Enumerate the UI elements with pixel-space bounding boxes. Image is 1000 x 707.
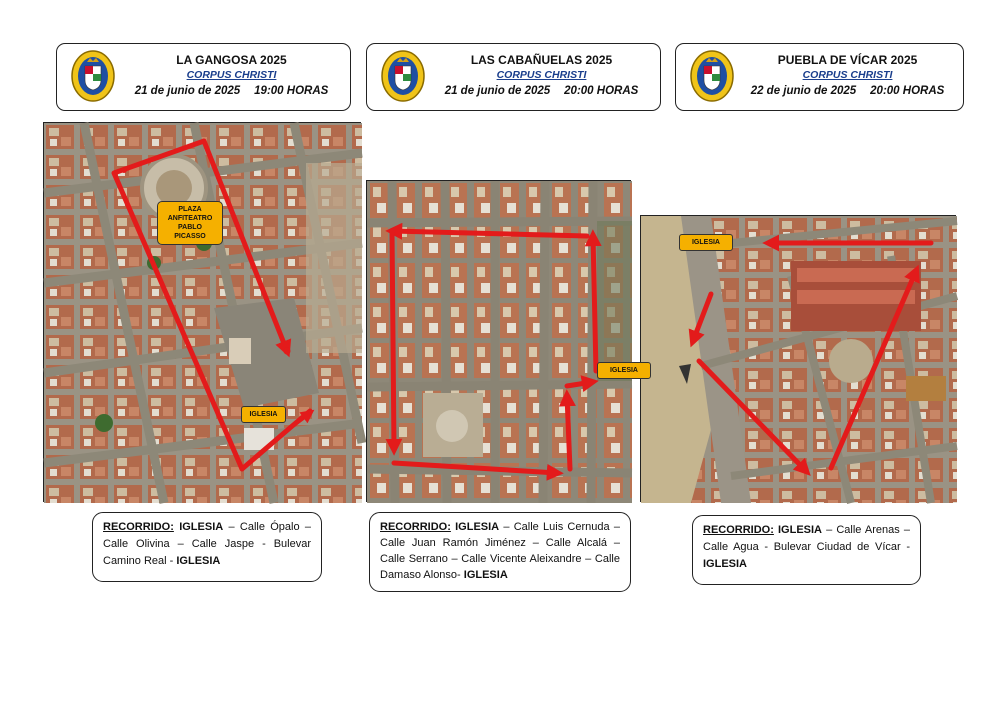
event-title: LA GANGOSA 2025 — [176, 53, 287, 67]
event-subtitle: CORPUS CHRISTI — [802, 69, 893, 81]
route-map-la-gangosa — [43, 122, 361, 502]
route-description-la-gangosa — [92, 512, 322, 582]
municipal-seal-icon — [381, 50, 425, 102]
route-map-puebla-de-vicar — [640, 215, 956, 502]
aerial-map — [44, 123, 362, 503]
event-subtitle: CORPUS CHRISTI — [496, 69, 587, 81]
route-end: IGLESIA — [703, 558, 748, 570]
route-end: IGLESIA — [463, 569, 508, 581]
event-time: 20:00 HORAS — [870, 85, 945, 97]
map-label-plaza: PLAZA ANFITEATRO PABLO PICASSO — [157, 201, 223, 245]
map-label-church: IGLESIA — [679, 234, 733, 251]
route-streets: – Calle Ópalo – Calle Olivina – Calle Jaspe - Bulevar Camino Real - — [103, 521, 311, 567]
aerial-map — [641, 216, 957, 503]
route-start: IGLESIA — [179, 521, 224, 533]
route-streets: – Calle Arenas – Calle Agua - Bulevar Ciudad de Vícar - — [703, 524, 910, 553]
event-date: 22 de junio de 2025 — [750, 85, 857, 97]
municipal-seal-icon — [71, 50, 115, 102]
map-label-church: IGLESIA — [241, 406, 286, 423]
route-start: IGLESIA — [455, 521, 500, 533]
route-map-las-cabanuelas — [366, 180, 638, 502]
event-time: 19:00 HORAS — [254, 85, 329, 97]
event-subtitle: CORPUS CHRISTI — [186, 69, 277, 81]
map-label-church: IGLESIA — [597, 362, 651, 379]
event-date: 21 de junio de 2025 — [134, 85, 241, 97]
route-heading: RECORRIDO: — [380, 521, 451, 533]
event-title: LAS CABAÑUELAS 2025 — [470, 53, 613, 67]
event-time: 20:00 HORAS — [564, 85, 639, 97]
header-card-las-cabanuelas — [366, 43, 661, 111]
route-description-puebla-de-vicar — [692, 515, 921, 585]
aerial-map — [367, 181, 632, 503]
municipal-seal-icon — [690, 50, 734, 102]
route-heading: RECORRIDO: — [703, 524, 774, 536]
route-end: IGLESIA — [176, 555, 221, 567]
header-card-puebla-de-vicar — [675, 43, 964, 111]
event-title: PUEBLA DE VÍCAR 2025 — [777, 53, 918, 67]
event-date: 21 de junio de 2025 — [444, 85, 551, 97]
route-heading: RECORRIDO: — [103, 521, 174, 533]
route-streets: – Calle Luis Cernuda – Calle Juan Ramón Jiménez – Calle Alcalá – Calle Serrano – Calle Vicente Aleixandre – Calle Damaso Alonso- — [380, 521, 620, 581]
header-card-la-gangosa — [56, 43, 351, 111]
route-description-las-cabanuelas — [369, 512, 631, 592]
route-start: IGLESIA — [778, 524, 823, 536]
